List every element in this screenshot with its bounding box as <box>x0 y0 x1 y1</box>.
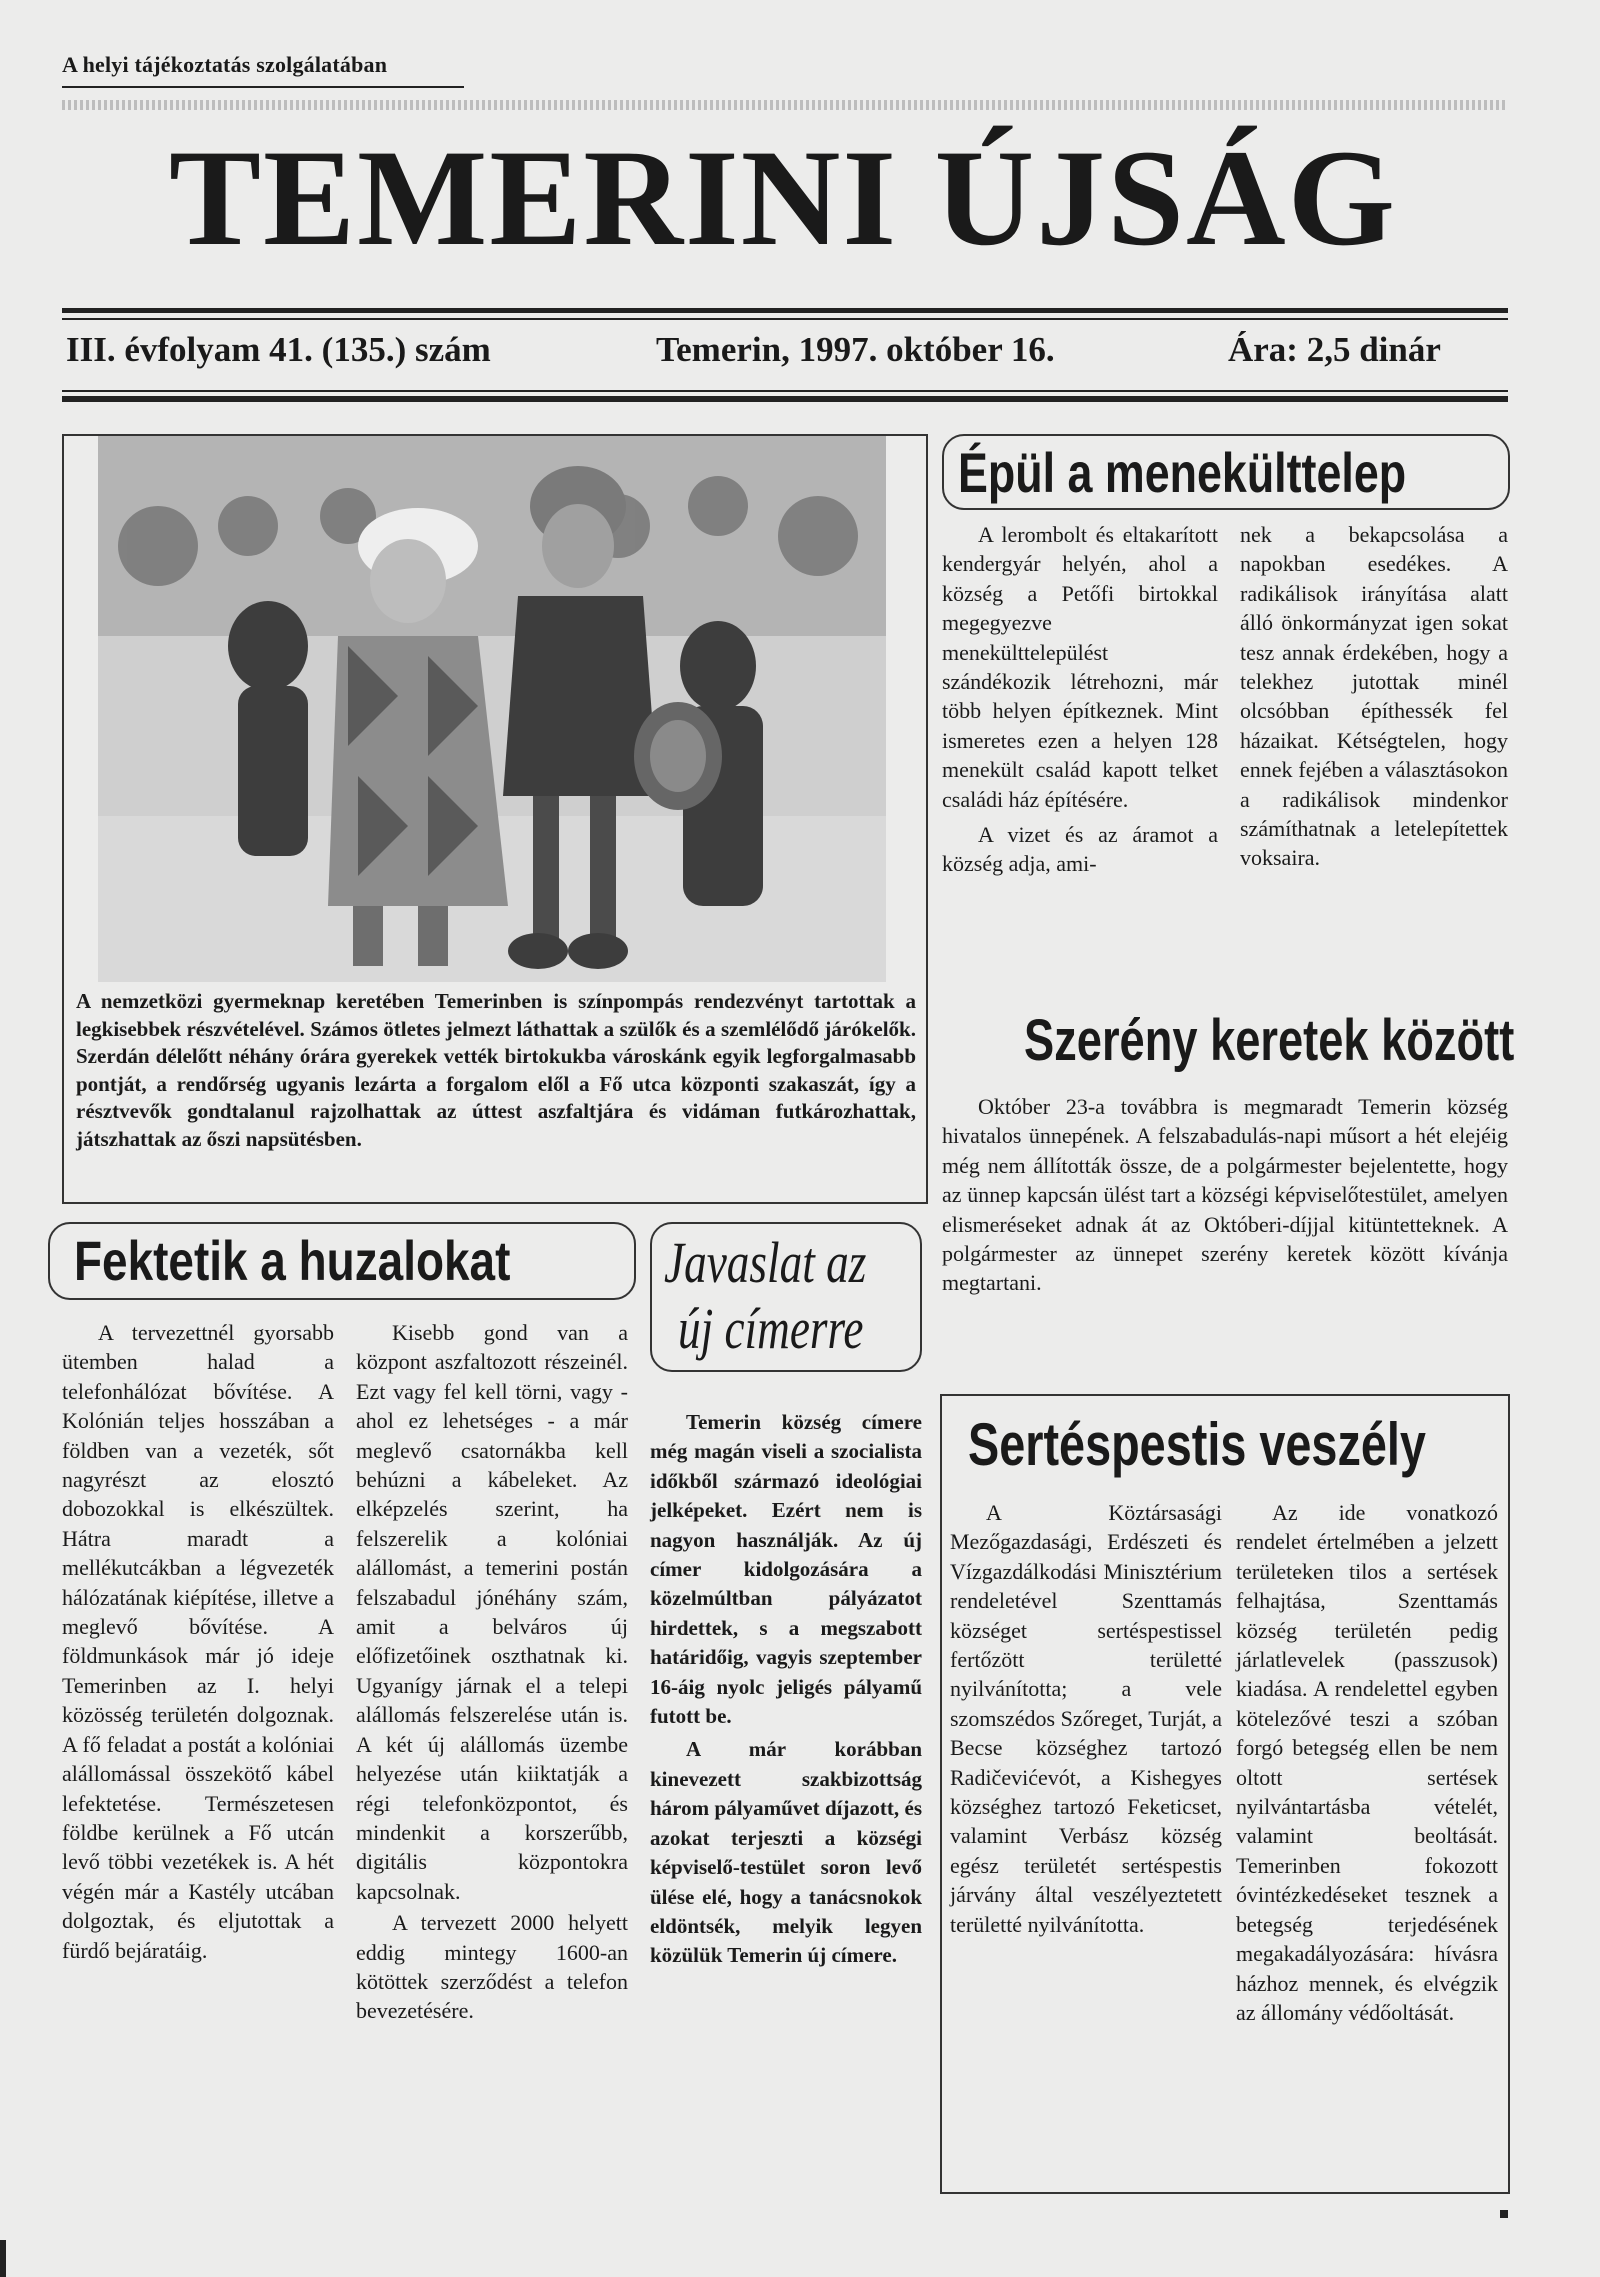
menekulttelep-headline: Épül a menekülttelep <box>958 441 1407 504</box>
issue-info-row <box>62 330 1508 380</box>
tagline-rule <box>62 86 464 88</box>
szereny-body <box>942 1092 1508 1298</box>
place-date: Temerin, 1997. október 16. <box>656 330 1055 369</box>
huzalok-col2 <box>356 1318 628 2026</box>
cimer-headline-line1: Javaslat az <box>664 1230 867 1295</box>
menekulttelep-col1-p2: A vizet és az áramot a község adja, ami- <box>942 822 1218 877</box>
menekulttelep-headline-frame <box>942 434 1510 510</box>
issue-rule-thick <box>62 396 1508 402</box>
sertespestis-col2-text: Az ide vonatkozó rendelet értelmében a jelzett területeken tilos a sertések felhajtása, Szenttamás község területén pedig járlatlevelek (passzusok) kiadása. A rendelettel egyben kötelezővé teszi a szóban forgó betegség ellen be nem oltott sertések nyilvántartásba vételét, valamint beoltását. Temerinben fokozott óvintézkedéseket tesznek a betegség terjedésének megakadályozására: hívásra házhoz mennek, és elvégzik az állomány védőoltását. <box>1236 1500 1498 2025</box>
masthead-rule-thin <box>62 318 1508 320</box>
photo-caption: A nemzetközi gyermeknap keretében Temerinben is színpompás rendezvényt tartottak a legkisebbek részvételével. Számos ötletes jelmezt láthattak a szülők és a szemlélődő járókelők. Szerdán délelőtt néhány órára gyerekek vették birtokukba városkánk egyik legforgalmasabb pontját, a rendőrség ugyanis lezárta a forgalom elől a Fő utca központi szakaszát, így a résztvevők gondtalanul rajzolhattak az úttest aszfaltjára és vidáman futkározhattak, játszhattak az őszi napsütésben. <box>76 989 916 1151</box>
cimer-headline-frame <box>650 1222 922 1372</box>
dotted-band <box>62 100 1508 110</box>
huzalok-headline: Fektetik a huzalokat <box>74 1229 511 1292</box>
scan-edge-mark <box>0 2240 6 2277</box>
menekulttelep-col1 <box>942 520 1218 879</box>
huzalok-col2-p2: A tervezett 2000 helyett eddig mintegy 1600-an kötöttek szerződést a telefon bevezetésére. <box>356 1910 628 2024</box>
huzalok-col1 <box>62 1318 334 1965</box>
szereny-body-text: Október 23-a továbbra is megmaradt Temerin község hivatalos ünnepének. A felszabadulás-napi műsort a hét elejéig még nem állították össze, de a polgármester bejelentette, hogy az ünnep kapcsán ülést tart a községi képviselőtestület, amelyen elismeréseket adnak át az Októberi-díjjal kitüntetteknek. A polgármester az ünnepet szerény keretek között kívánja megtartani. <box>942 1094 1508 1296</box>
menekulttelep-col2-p1: nek a bekapcsolása a napokban esedékes. A radikálisok irányítása alatt álló önkormányzat igen sokat tesz annak érdekében, hogy a telekhez jutottak minél olcsóbban építhessék fel házaikat. Kétségtelen, hogy ennek fejében a választásokon a radikálisok mindenkor számíthatnak a letelepítettek voksaira. <box>1240 522 1508 871</box>
volume-number: III. évfolyam 41. (135.) szám <box>66 330 491 369</box>
sertespestis-col1-text: A Köztársasági Mezőgazdasági, Erdészeti és Vízgazdálkodási Minisztérium rendeletével Szenttamás községet sertéspestissel fertőzött területté nyilvánította; a vele szomszédos Szőreget, Turját, a Becse községhez tartozó Radičevićevót, a Kishegyes községhez tartozó Feketicset, valamint Verbász község egész területét sertéspestis járvány által veszélyeztetett területté nyilvánította. <box>950 1500 1222 1937</box>
huzalok-col1-text: A tervezettnél gyorsabb ütemben halad a telefonhálózat bővítése. A Kolónián teljes hosszában a földben van a vezeték, sőt nagyrészt az elosztó dobozokkal is elkészültek. Hátra maradt a mellékutcákban a légvezeték hálózatának kiépítése, illetve a meglevő bővítése. A földmunkások már jó ideje Temerinben az I. helyi közösség területén dolgoznak. A fő feladat a postát a kolóniai alállomással összekötő kábel lefektetése. Természetesen földbe kerülnek a Fő utcán levő többi vezetékek is. A hét végén már a Kastély utcában dolgoztak, és eljutottak a fürdő bejáratáig. <box>62 1320 334 1963</box>
sertespestis-headline: Sertéspestis veszély <box>968 1411 1426 1478</box>
masthead-title: TEMERINI ÚJSÁG <box>168 121 1398 274</box>
price: Ára: 2,5 dinár <box>1228 330 1441 369</box>
masthead-rule-top <box>62 308 1508 313</box>
tagline: A helyi tájékoztatás szolgálatában <box>62 52 388 77</box>
menekulttelep-col2 <box>1240 520 1508 873</box>
photo-illustration <box>98 436 886 982</box>
huzalok-col2-p1: Kisebb gond van a központ aszfaltozott részeinél. Ezt vagy fel kell törni, vagy - ahol ez lehetséges - a már meglevő csatornákba kell behúzni a kábeleket. Az elképzelés szerint, ha felszerelik a kolóniai alállomást, a temerini postán felszabadul jónéhány szám, amit a belváros új előfizetőinek oszthatnak ki. Ugyanígy járnak el a telepi alállomás felszerelése után is. A két új alállomás üzembe helyezése után kiiktatják a régi telefonközpontot, és mindenkit a korszerűbb, digitális központokra kapcsolnak. <box>356 1320 628 1904</box>
issue-rule-thin <box>62 390 1508 392</box>
huzalok-headline-frame <box>48 1222 636 1300</box>
menekulttelep-col1-p1: A lerombolt és eltakarított kendergyár helyén, ahol a község a Petőfi birtokkal megegyezve menekülttelepülést szándékozik létrehozni, már több helyen építkeznek. Mint ismeretes ezen a helyen 128 menekült család kapott telket családi ház építésére. <box>942 522 1218 812</box>
cimer-p1: Temerin község címere még magán viseli a szocialista időkből származó ideológiai jelképeket. Ezért nem is nagyon használják. Az új címer kidolgozására a közelmúltban pályázatot hirdettek, s a megszabott határidőig, vagyis szeptember 16-áig nyolc jeligés pályamű futott be. <box>650 1410 922 1729</box>
cimer-headline-line2: új címerre <box>678 1296 864 1361</box>
cimer-body <box>650 1408 922 1971</box>
cimer-p2: A már korábban kinevezett szakbizottság három pályaművet díjazott, és azokat terjeszti a községi képviselő-testület soron levő ülése elé, hogy a tanácsnokok eldöntsék, melyik legyen közülük Temerin új címere. <box>650 1737 922 1968</box>
page-corner-mark <box>1500 2210 1508 2218</box>
sertespestis-col2 <box>1236 1498 1498 2027</box>
szereny-headline: Szerény keretek között <box>1024 1008 1515 1073</box>
sertespestis-col1 <box>950 1498 1222 1939</box>
children-festival-photo <box>98 436 886 982</box>
